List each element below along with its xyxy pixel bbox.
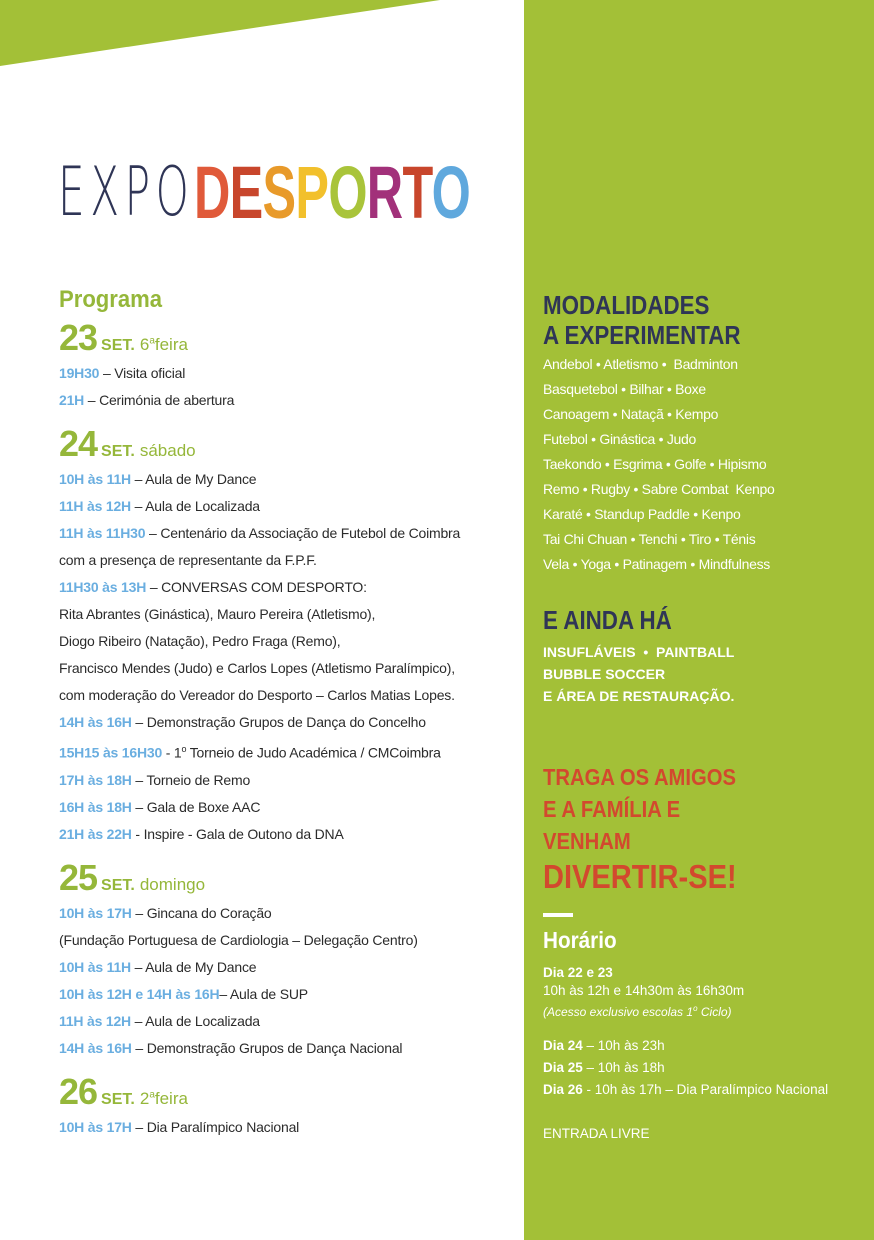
event-continuation <box>59 601 509 628</box>
event-separator: – <box>131 714 147 730</box>
horario-day-22-23-note: (Acesso exclusivo escolas 1$^o$ Ciclo) <box>543 1004 732 1019</box>
ainda-title: E AINDA HÁ <box>543 605 672 635</box>
ainda-section <box>543 605 863 707</box>
traga-line4: DIVERTIR-SE! <box>543 858 737 895</box>
logo-letter: E <box>229 151 263 234</box>
event-separator: – <box>130 1012 146 1029</box>
event-text: Gincana do Coração <box>146 904 272 921</box>
weekday-text: 2 <box>139 1088 150 1108</box>
event-text: Aula de My Dance <box>145 958 257 975</box>
event-row <box>59 794 509 821</box>
traga-line2: E A FAMÍLIA E <box>543 796 681 822</box>
event-row <box>59 520 509 547</box>
event-separator: – <box>131 904 147 921</box>
event-time: 19H30 <box>59 365 100 381</box>
event-row <box>59 360 509 387</box>
day-header <box>59 424 509 466</box>
day-header <box>59 318 509 360</box>
logo-letter: R <box>366 151 403 234</box>
event-text: Rita Abrantes (Ginástica), Mauro Pereira (Atletismo), <box>59 606 376 622</box>
day-weekday <box>140 875 205 895</box>
event-text: (Fundação Portuguesa de Cardiologia – Delegação Centro) <box>59 931 418 948</box>
day-header <box>59 1072 509 1114</box>
event-separator: – <box>131 798 147 815</box>
event-text: Cerimónia de abertura <box>99 392 235 408</box>
event-text: com a presença de representante da F.P.F. <box>59 552 317 568</box>
weekday-sup: a <box>149 335 155 347</box>
event-row <box>59 736 509 767</box>
horario-day-26: Dia 26 - 10h às 17h – Dia Paralímpico Nacional <box>543 1082 829 1097</box>
event-time: 11H às 12H <box>59 1012 131 1029</box>
weekday-rest: feira <box>154 1088 188 1108</box>
event-text-rest: Torneio de Judo Académica / CMCoimbra <box>186 744 441 761</box>
logo-letter: T <box>402 151 432 234</box>
day-month: SET. <box>101 443 135 460</box>
event-time: 10H às 11H <box>59 471 131 487</box>
modalidades-line: Futebol • Ginástica • Judo <box>543 431 696 447</box>
event-text: com moderação do Vereador do Desporto – Carlos Matias Lopes. <box>59 687 455 703</box>
event-time: 11H às 11H30 <box>59 525 146 541</box>
event-separator: – <box>131 771 147 788</box>
logo-desporto-text <box>194 153 470 233</box>
event-continuation <box>59 655 509 682</box>
event-time: 10H às 17H <box>59 904 132 921</box>
modalidades-line: Basquetebol • Bilhar • Boxe <box>543 381 706 397</box>
day-weekday <box>140 335 188 355</box>
event-row <box>59 387 509 414</box>
horario-day-22-23-time: 10h às 12h e 14h30m às 16h30m <box>543 983 745 998</box>
event-continuation <box>59 547 509 574</box>
day-month: SET. <box>101 876 135 894</box>
programa-section <box>59 286 509 1141</box>
day-number: 25 <box>59 856 98 898</box>
modalidades-list <box>543 352 863 577</box>
event-text: Inspire - Gala de Outono da DNA <box>143 825 344 842</box>
logo-expo-text: EXPO <box>58 153 195 232</box>
event-separator: – <box>130 958 146 975</box>
event-row <box>59 1114 509 1141</box>
weekday-text: 6 <box>139 335 150 354</box>
event-separator: - <box>162 744 174 761</box>
traga-section <box>543 761 863 897</box>
event-row <box>59 1008 509 1035</box>
event-text: Dia Paralímpico Nacional <box>146 1118 300 1135</box>
event-separator: – <box>131 1039 147 1056</box>
event-time: 16H às 18H <box>59 798 132 815</box>
horario-title: Horário <box>543 927 617 953</box>
traga-line1: TRAGA OS AMIGOS <box>543 764 737 790</box>
event-time: 11H30 às 13H <box>59 579 147 595</box>
modalidades-line: Andebol • Atletismo • Badminton <box>543 356 738 372</box>
day-number: 24 <box>59 423 98 464</box>
horario-day-24: Dia 24 – 10h às 23h <box>543 1038 665 1053</box>
event-row <box>59 767 509 794</box>
event-row <box>59 493 509 520</box>
info-column <box>543 290 863 1143</box>
day-weekday <box>140 441 196 461</box>
day-block <box>59 424 509 848</box>
event-continuation <box>59 628 509 655</box>
event-continuation <box>59 682 509 709</box>
weekday-sup: a <box>149 1089 155 1100</box>
event-text: Aula de Localizada <box>145 1012 260 1029</box>
event-row <box>59 574 509 601</box>
event-text: Aula de Localizada <box>145 498 260 514</box>
modalidades-line: Canoagem • Nataçã • Kempo <box>543 406 719 422</box>
event-text: Diogo Ribeiro (Natação), Pedro Fraga (Remo), <box>59 633 341 649</box>
event-row <box>59 954 509 981</box>
event-text: Centenário da Associação de Futebol de Coimbra <box>160 525 461 541</box>
event-time: 15H15 às 16H30 <box>59 744 163 761</box>
horario-day-22-23-label: Dia 22 e 23 <box>543 965 613 980</box>
event-row <box>59 981 509 1008</box>
day-number: 26 <box>59 1070 98 1112</box>
entrada-livre: ENTRADA LIVRE <box>543 1126 650 1141</box>
event-time: 10H às 17H <box>59 1118 132 1135</box>
event-separator: – <box>99 365 115 381</box>
section-divider-dash <box>543 913 573 917</box>
modalidades-section <box>543 290 863 577</box>
modalidades-title-line1: MODALIDADES <box>543 290 710 320</box>
ainda-line: BUBBLE SOCCER <box>543 666 666 682</box>
event-text: Aula de My Dance <box>145 471 257 487</box>
event-row <box>59 1035 509 1062</box>
event-text: Torneio de Remo <box>146 771 251 788</box>
ainda-list <box>543 641 863 707</box>
day-number: 23 <box>59 317 98 358</box>
event-sup: o <box>181 744 187 754</box>
horario-section <box>543 927 863 1143</box>
event-time: 21H às 22H <box>59 825 132 842</box>
event-continuation <box>59 927 509 954</box>
day-block <box>59 318 509 414</box>
event-time: 17H às 18H <box>59 771 132 788</box>
logo-letter: O <box>328 151 367 234</box>
programa-title: Programa <box>59 286 163 313</box>
event-row <box>59 900 509 927</box>
horario-day-25: Dia 25 – 10h às 18h <box>543 1060 665 1075</box>
day-block <box>59 1072 509 1141</box>
event-separator: – <box>131 1118 147 1135</box>
modalidades-line: Vela • Yoga • Patinagem • Mindfulness <box>543 556 770 572</box>
traga-line3: VENHAM <box>543 828 631 854</box>
event-separator: – <box>130 498 146 514</box>
weekday-text: sábado <box>139 441 196 460</box>
logo-letter: S <box>262 151 296 234</box>
event-separator: – <box>130 471 146 487</box>
event-separator: – <box>146 579 162 595</box>
weekday-rest: feira <box>154 335 188 354</box>
event-row <box>59 466 509 493</box>
logo-letter: O <box>431 151 471 234</box>
modalidades-title-line2: A EXPERIMENTAR <box>543 320 741 350</box>
event-separator: – <box>84 392 100 408</box>
modalidades-line: Remo • Rugby • Sabre Combat Kenpo <box>543 481 775 497</box>
logo-letter: P <box>295 151 329 234</box>
day-weekday <box>140 1089 188 1109</box>
event-text: CONVERSAS COM DESPORTO: <box>161 579 367 595</box>
event-separator: – <box>145 525 161 541</box>
modalidades-line: Taekondo • Esgrima • Golfe • Hipismo <box>543 456 767 472</box>
event-text: 1 <box>173 744 182 761</box>
event-text: Aula de SUP <box>229 985 308 1002</box>
event-row <box>59 709 509 736</box>
event-row <box>59 821 509 848</box>
day-block <box>59 858 509 1062</box>
logo-letter: D <box>194 151 230 234</box>
day-month: SET. <box>101 1090 135 1108</box>
day-header <box>59 858 509 900</box>
event-text: Gala de Boxe AAC <box>146 798 261 815</box>
event-time: 14H às 16H <box>59 714 132 730</box>
event-text: Demonstração Grupos de Dança Nacional <box>146 1039 403 1056</box>
event-separator: – <box>219 985 230 1002</box>
modalidades-line: Tai Chi Chuan • Tenchi • Tiro • Ténis <box>543 531 756 547</box>
event-time: 11H às 12H <box>59 498 131 514</box>
event-text: Francisco Mendes (Judo) e Carlos Lopes (Atletismo Paralímpico), <box>59 660 455 676</box>
event-time: 10H às 11H <box>59 958 131 975</box>
modalidades-line: Karaté • Standup Paddle • Kenpo <box>543 506 741 522</box>
programa-days <box>59 318 509 1141</box>
weekday-text: domingo <box>139 874 206 894</box>
ainda-line: INSUFLÁVEIS • PAINTBALL <box>543 644 735 660</box>
event-time: 10H às 12H e 14H às 16H <box>59 985 220 1002</box>
event-text: Demonstração Grupos de Dança do Concelho <box>146 714 426 730</box>
event-separator: - <box>131 825 144 842</box>
day-month: SET. <box>101 337 135 354</box>
event-text: Visita oficial <box>114 365 186 381</box>
ainda-line: E ÁREA DE RESTAURAÇÃO. <box>543 688 735 704</box>
event-time: 21H <box>59 392 85 408</box>
event-time: 14H às 16H <box>59 1039 132 1056</box>
